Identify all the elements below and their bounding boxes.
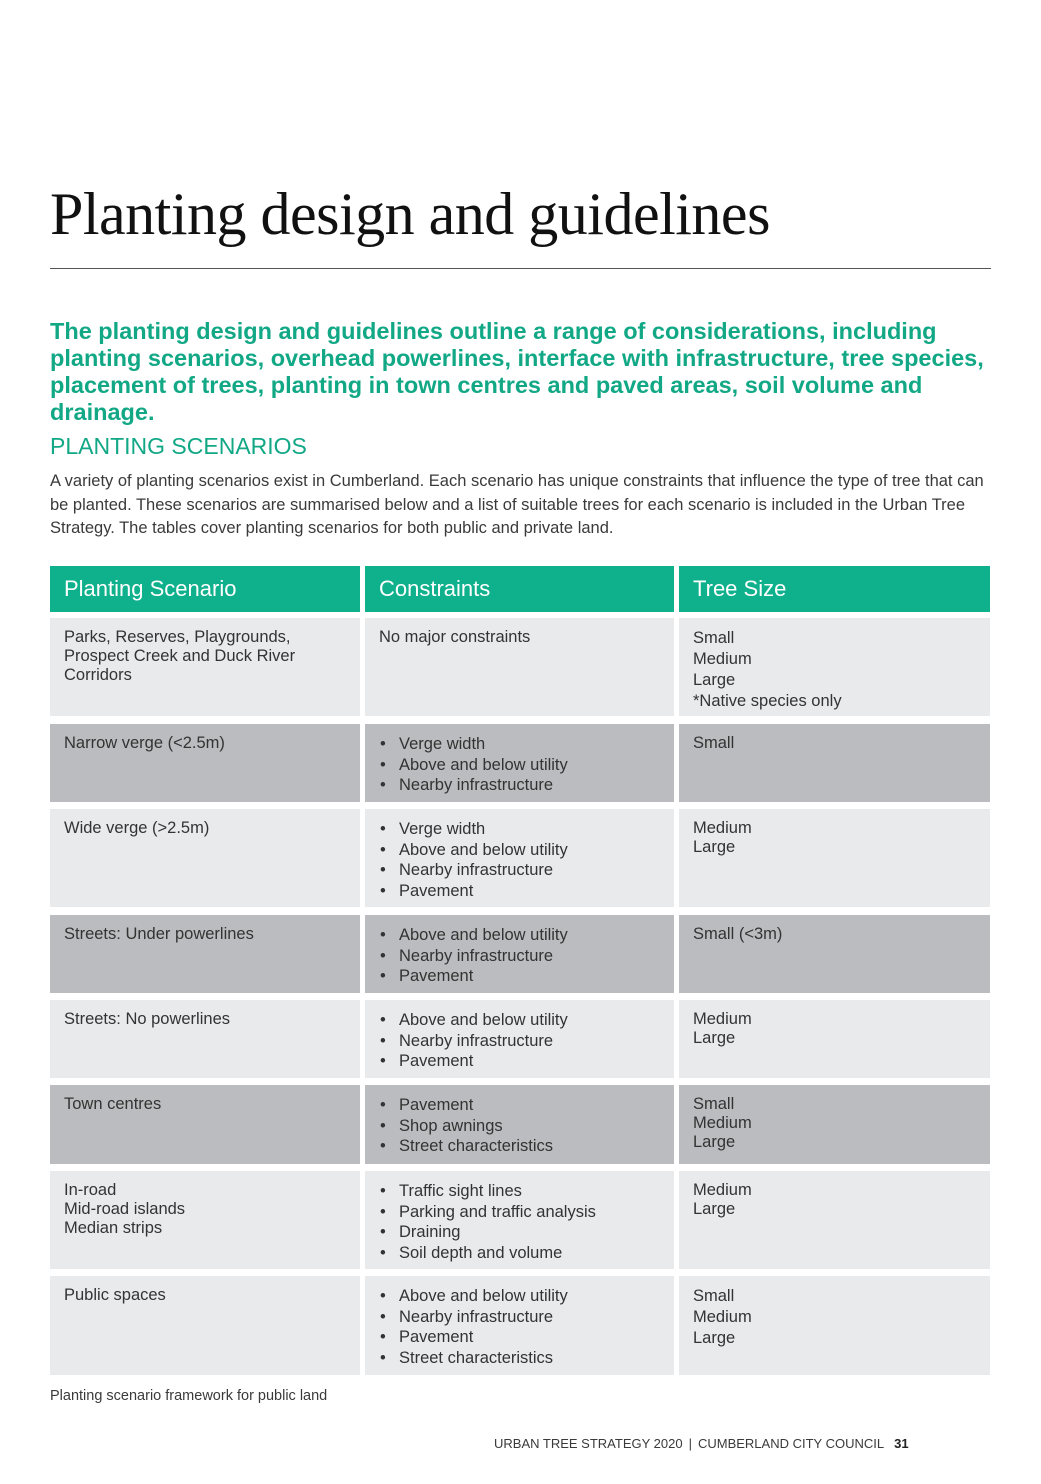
scenario-cell: Parks, Reserves, Playgrounds, Prospect Creek and Duck River Corridors (50, 618, 360, 716)
scenario-cell: Streets: No powerlines (50, 1000, 360, 1078)
constraint-item: • Above and below utility (399, 840, 660, 861)
constraint-item: • Verge width (399, 734, 660, 755)
tree-size-cell: Medium Large (679, 809, 990, 907)
constraint-item: • Nearby infrastructure (399, 1307, 660, 1328)
table-header-scenario: Planting Scenario (50, 566, 360, 612)
constraints-cell (365, 1000, 674, 1078)
scenario-cell: Streets: Under powerlines (50, 915, 360, 993)
constraint-item: • Nearby infrastructure (399, 946, 660, 967)
constraint-item: • Above and below utility (399, 755, 660, 776)
constraint-item: • Nearby infrastructure (399, 860, 660, 881)
constraints-cell (365, 724, 674, 802)
constraint-item: • Pavement (399, 966, 660, 987)
constraint-item: • Pavement (399, 1095, 660, 1116)
constraint-item: • Above and below utility (399, 1286, 660, 1307)
footer-document-title: URBAN TREE STRATEGY 2020 (494, 1436, 683, 1451)
body-paragraph: A variety of planting scenarios exist in Cumberland. Each scenario has unique constraints that influence the type of tree that can be planted. These scenarios are summarised below and a list of suitable trees for each scenario is included in the Urban Tree Strategy. The tables cover planting scenarios for both public and private land. (50, 472, 984, 537)
constraint-item: • Verge width (399, 819, 660, 840)
page-number: 31 (894, 1436, 909, 1451)
constraint-item: • Pavement (399, 1327, 660, 1348)
constraint-item: • Nearby infrastructure (399, 1031, 660, 1052)
constraint-item: • Draining (399, 1222, 660, 1243)
page-footer (494, 1435, 909, 1453)
tree-size-cell: Medium Large (679, 1000, 990, 1078)
tree-size-cell: Small Medium Large (679, 1085, 990, 1164)
table-header-tree-size: Tree Size (679, 566, 990, 612)
scenario-cell: Narrow verge (<2.5m) (50, 724, 360, 802)
page-title: Planting design and guidelines (50, 181, 770, 247)
tree-size-cell: Small (<3m) (679, 915, 990, 993)
constraint-item: • Above and below utility (399, 925, 660, 946)
constraint-item: • Pavement (399, 1051, 660, 1072)
footer-organisation: CUMBERLAND CITY COUNCIL (697, 1436, 885, 1451)
table-header-constraints: Constraints (365, 566, 674, 612)
constraint-item: • Street characteristics (399, 1136, 660, 1157)
constraint-item: • Soil depth and volume (399, 1243, 660, 1264)
section-heading: PLANTING SCENARIOS (50, 433, 307, 459)
constraint-item: • Traffic sight lines (399, 1181, 660, 1202)
tree-size-cell: Small Medium Large *Native species only (679, 618, 990, 716)
constraint-item: • Nearby infrastructure (399, 775, 660, 796)
intro-paragraph: The planting design and guidelines outline a range of considerations, including planting scenarios, overhead powerlines, interface with infrastructure, tree species, placement of trees, planting in town centres and paved areas, soil volume and drainage. (50, 318, 984, 425)
constraints-cell: No major constraints (365, 618, 674, 716)
table-caption: Planting scenario framework for public land (50, 1388, 328, 1404)
constraint-item: • Above and below utility (399, 1010, 660, 1031)
constraints-cell (365, 1085, 674, 1164)
constraint-item: • Pavement (399, 881, 660, 902)
scenario-cell: Wide verge (>2.5m) (50, 809, 360, 907)
scenario-cell: Town centres (50, 1085, 360, 1164)
constraints-cell (365, 1276, 674, 1375)
constraint-item: • Street characteristics (399, 1348, 660, 1369)
constraint-item: • Shop awnings (399, 1116, 660, 1137)
constraint-item: • Parking and traffic analysis (399, 1202, 660, 1223)
scenario-cell: In-road Mid-road islands Median strips (50, 1171, 360, 1269)
tree-size-cell: Medium Large (679, 1171, 990, 1269)
constraints-cell (365, 915, 674, 993)
footer-separator: | (688, 1436, 692, 1451)
tree-size-cell: Small Medium Large (679, 1276, 990, 1375)
scenario-cell: Public spaces (50, 1276, 360, 1375)
constraints-cell (365, 809, 674, 907)
tree-size-cell: Small (679, 724, 990, 802)
title-divider (50, 268, 991, 269)
constraints-cell (365, 1171, 674, 1269)
